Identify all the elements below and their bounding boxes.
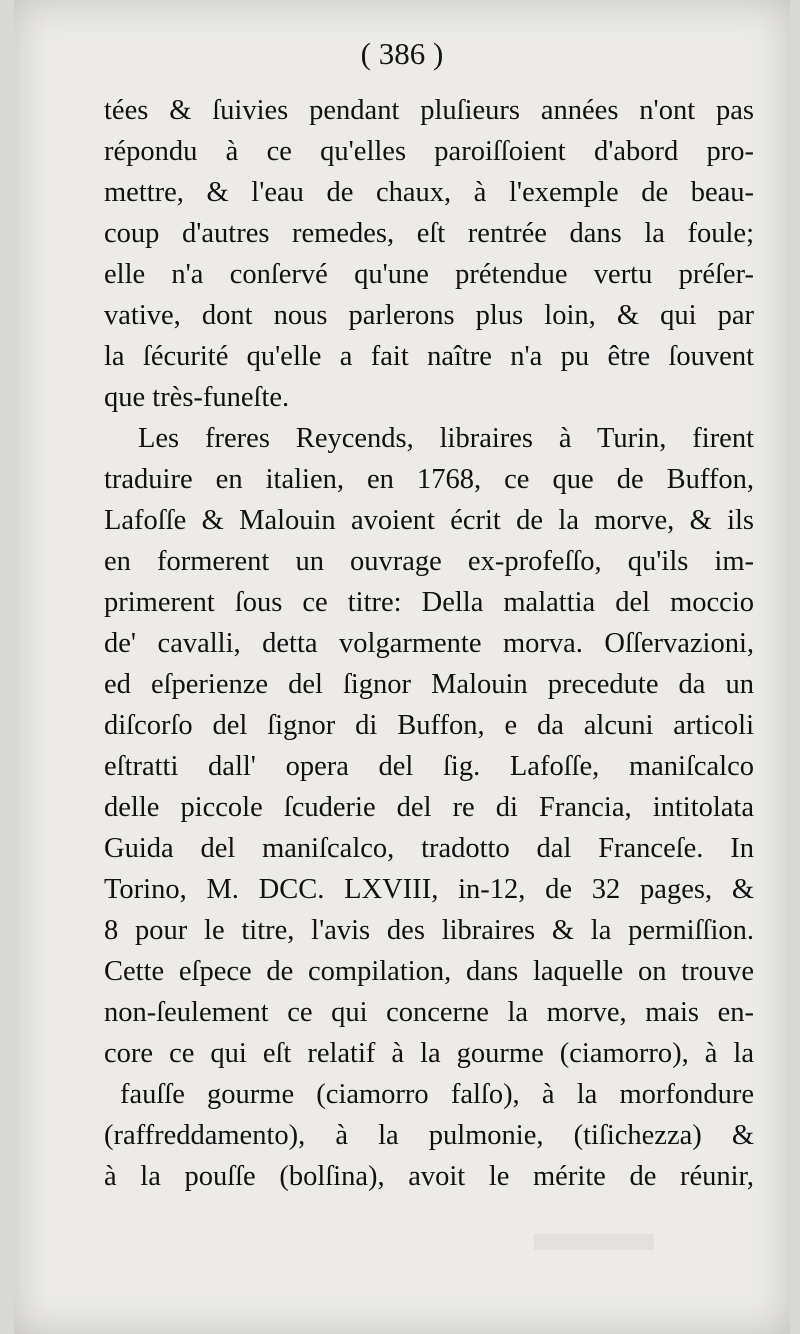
text-line: tées & ſuivies pendant pluſieurs années n'ont pas: [104, 95, 754, 126]
text-line: elle n'a conſervé qu'une prétendue vertu préſer-: [104, 259, 754, 290]
text-line: Cette eſpece de compilation, dans laquelle on trouve: [104, 956, 754, 987]
text-line: que très-funeſte.: [104, 382, 290, 413]
body-text: [104, 90, 754, 1197]
text-line: vative, dont nous parlerons plus loin, & qui par: [104, 300, 754, 331]
text-line: ed eſperienze del ſignor Malouin precedute da un: [104, 669, 754, 700]
text-line: à la pouſſe (bolſina), avoit le mérite de réunir,: [104, 1161, 754, 1192]
page-number: ( 386 ): [360, 36, 444, 71]
text-line: en formerent un ouvrage ex-profeſſo, qu'ils im-: [104, 546, 754, 577]
text-line: de' cavalli, detta volgarmente morva. Oſſervazioni,: [104, 628, 754, 659]
text-line: fauſſe gourme (ciamorro falſo), à la morfondure: [120, 1079, 754, 1110]
show-through-smudge: [534, 1234, 654, 1250]
paragraph-start-line: Les freres Reycends, libraires à Turin, firent: [138, 423, 754, 454]
text-line: diſcorſo del ſignor di Buffon, e da alcuni articoli: [104, 710, 754, 741]
text-line: (raffreddamento), à la pulmonie, (tiſichezza) &: [104, 1120, 754, 1151]
text-line: Lafoſſe & Malouin avoient écrit de la morve, & ils: [104, 505, 754, 536]
text-line: répondu à ce qu'elles paroiſſoient d'abord pro-: [104, 136, 754, 167]
text-line: non-ſeulement ce qui concerne la morve, mais en-: [104, 997, 754, 1028]
text-line: 8 pour le titre, l'avis des libraires & la permiſſion.: [104, 915, 754, 946]
book-page: [14, 0, 790, 1334]
text-line: primerent ſous ce titre: Della malattia del moccio: [104, 587, 754, 618]
text-line: eſtratti dall' opera del ſig. Lafoſſe, maniſcalco: [104, 751, 754, 782]
text-line: traduire en italien, en 1768, ce que de Buffon,: [104, 464, 754, 495]
text-line: mettre, & l'eau de chaux, à l'exemple de beau-: [104, 177, 754, 208]
text-line: coup d'autres remedes, eſt rentrée dans la foule;: [104, 218, 754, 249]
text-line: la ſécurité qu'elle a fait naître n'a pu être ſouvent: [104, 341, 754, 372]
text-line: Guida del maniſcalco, tradotto dal Franceſe. In: [104, 833, 754, 864]
text-line: delle piccole ſcuderie del re di Francia, intitolata: [104, 792, 754, 823]
text-line: Torino, M. DCC. LXVIII, in-12, de 32 pages, &: [104, 874, 754, 905]
text-line: core ce qui eſt relatif à la gourme (ciamorro), à la: [104, 1038, 754, 1069]
